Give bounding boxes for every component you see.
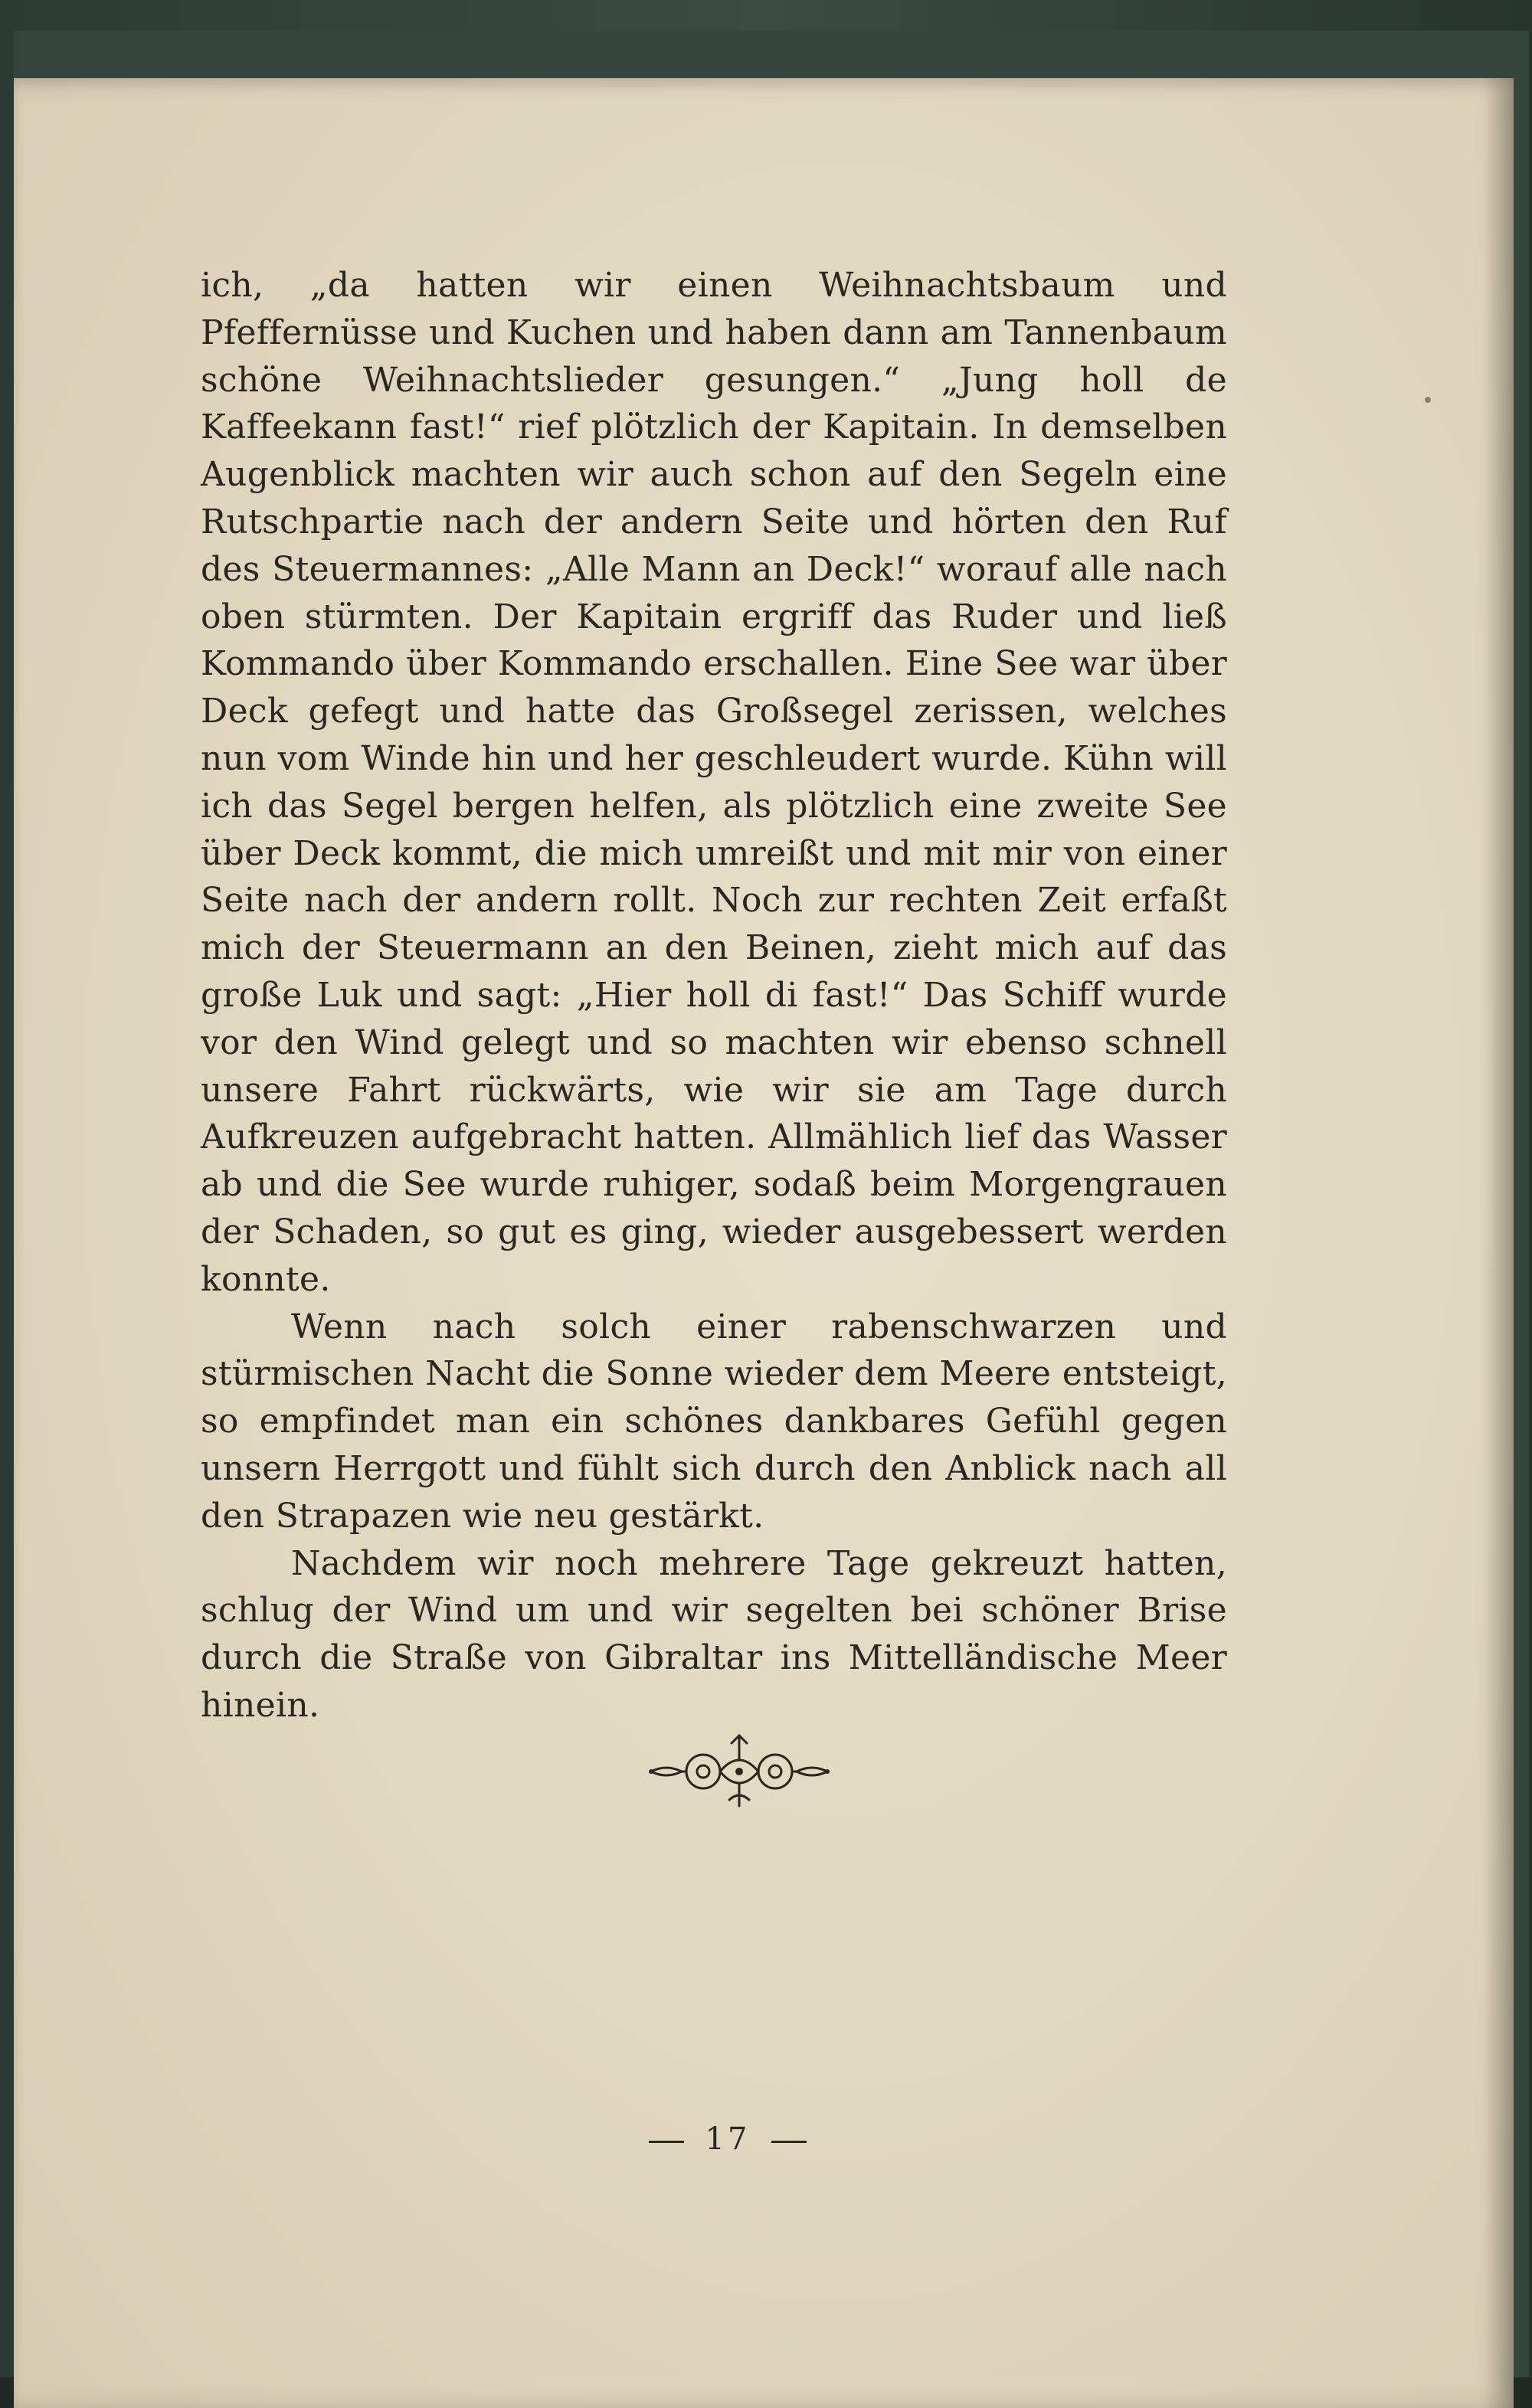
page-gutter-shadow <box>1483 78 1514 2408</box>
paper-spot <box>1425 397 1431 403</box>
body-text <box>201 262 1227 1729</box>
paragraph-2: Wenn nach solch einer rabenschwarzen und stürmischen Nacht die Sonne wieder dem Meere entsteigt, so empfindet man ein schönes dankbares Gefühl gegen unsern Herrgott und fühlt sich durch den Anblick nach all den Strapazen wie neu gestärkt. <box>201 1307 1227 1536</box>
paragraph-1: ich, „da hatten wir einen Weihnachtsbaum und Pfeffernüsse und Kuchen und haben dann am Tannenbaum schöne Weihnachtslieder gesungen.“ „Jung holl de Kaffeekann fast!“ rief plötzlich der Kapitain. In demselben Augenblick machten wir auch schon auf den Segeln eine Rutschpartie nach der andern Seite und hörten den Ruf des Steuermannes: „Alle Mann an Deck!“ worauf alle nach oben stürmten. Der Kapitain ergriff das Ruder und ließ Kommando über Kommando erschallen. Eine See war über Deck gefegt und hatte das Großsegel zerissen, welches nun vom Winde hin und her geschleudert wurde. Kühn will ich das Segel bergen helfen, als plötzlich eine zweite See über Deck kommt, die mich umreißt und mit mir von einer Seite nach der andern rollt. Noch zur rechten Zeit erfaßt mich der Steuermann an den Beinen, zieht mich auf das große Luk und sagt: „Hier holl di fast!“ Das Schiff wurde vor den Wind gelegt und so machten wir ebenso schnell unsere Fahrt rückwärts, wie wir sie am Tage durch Aufkreuzen aufgebracht hatten. Allmählich lief das Wasser ab und die See wurde ruhiger, sodaß beim Morgengrauen der Schaden, so gut es ging, wieder ausgebessert werden konnte. <box>201 266 1227 1299</box>
folio-dash-right <box>771 2141 807 2143</box>
page-number-value: 17 <box>705 2122 751 2157</box>
paragraph-3: Nachdem wir noch mehrere Tage gekreuzt hatten, schlug der Wind um und wir segelten bei schöner Brise durch die Straße von Gibraltar ins Mittelländische Meer hinein. <box>201 1543 1227 1725</box>
ornament-vignette-icon <box>643 1729 835 1814</box>
page-number <box>613 2122 843 2157</box>
folio-dash-left <box>649 2141 684 2143</box>
